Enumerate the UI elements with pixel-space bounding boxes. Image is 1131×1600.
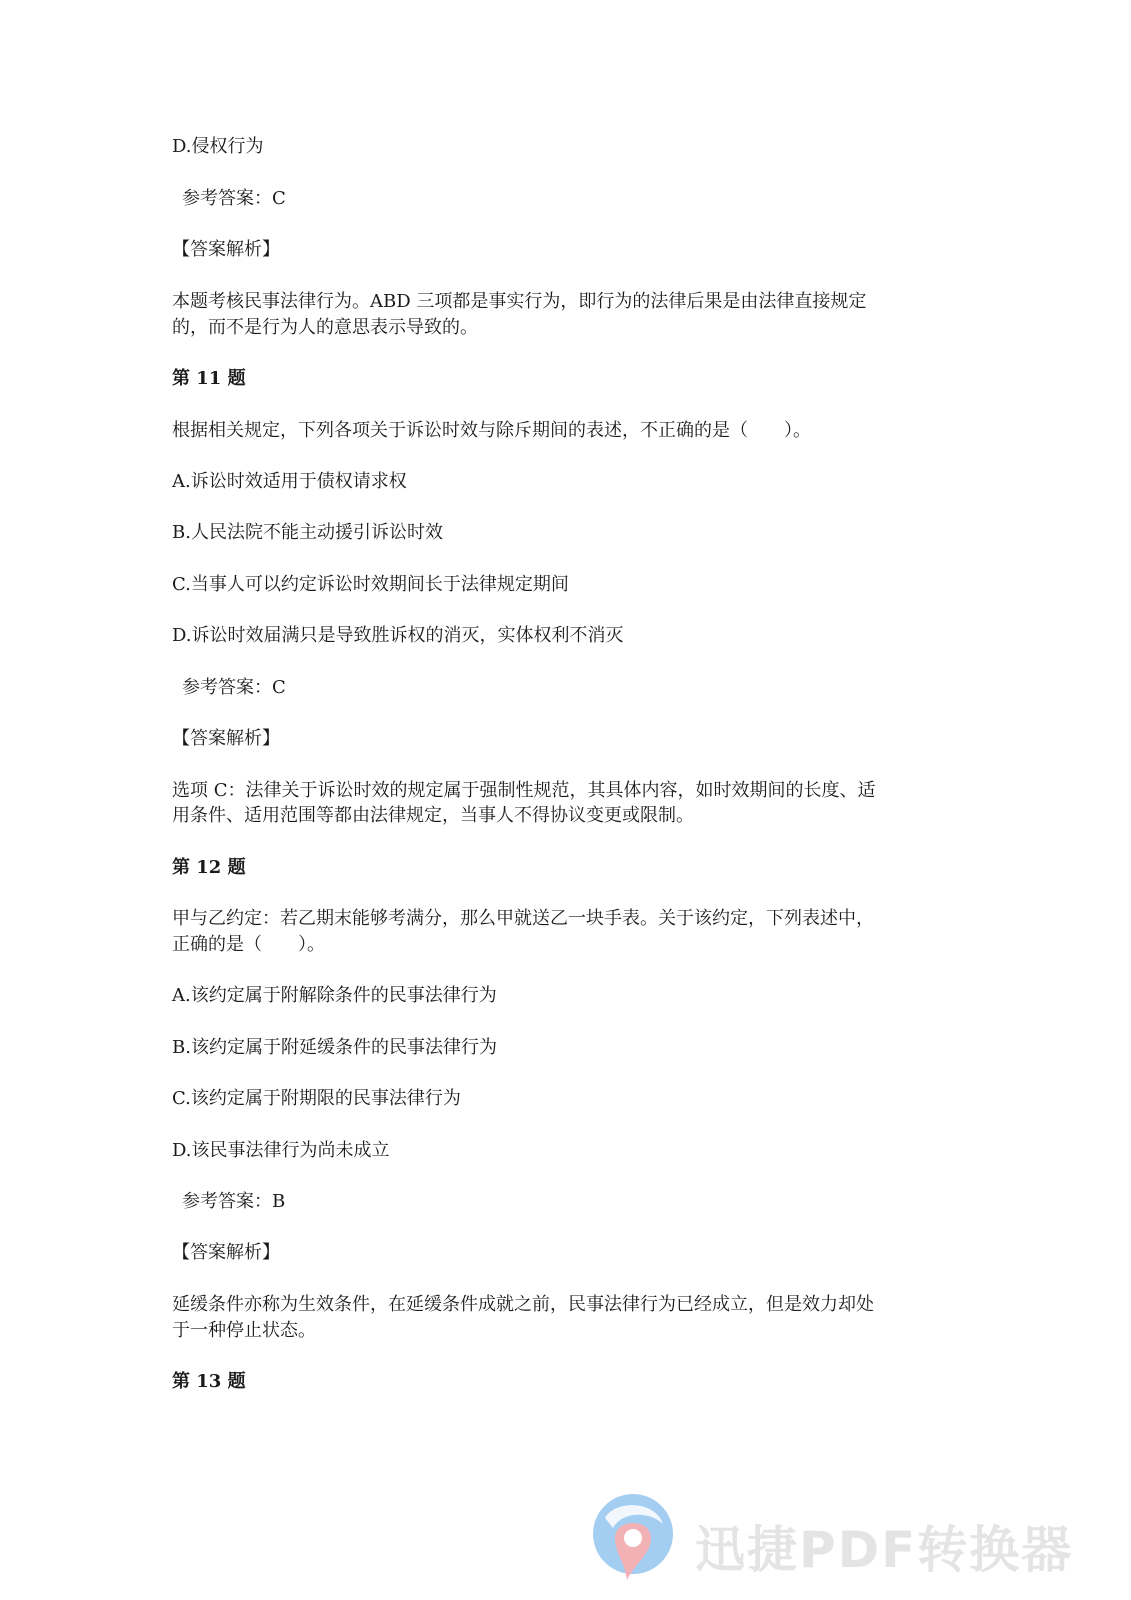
q10-option-d: D.侵权行为 [172, 136, 264, 157]
q10-analysis-label: 【答案解析】 [172, 239, 280, 260]
q13-heading: 第 13 题 [172, 1371, 246, 1392]
q12-option-b: B.该约定属于附延缓条件的民事法律行为 [172, 1037, 497, 1058]
q12-option-c: C.该约定属于附期限的民事法律行为 [172, 1088, 461, 1109]
pdf-converter-logo-icon [585, 1488, 681, 1584]
q11-analysis-line1: 选项 C：法律关于诉讼时效的规定属于强制性规范，其具体内容，如时效期间的长度、适 [172, 780, 876, 801]
q12-answer: 参考答案：B [182, 1191, 286, 1212]
q11-option-b: B.人民法院不能主动援引诉讼时效 [172, 522, 443, 543]
q12-analysis-line1: 延缓条件亦称为生效条件，在延缓条件成就之前，民事法律行为已经成立，但是效力却处 [172, 1294, 874, 1315]
watermark-text: 迅捷PDF转换器 [695, 1521, 1074, 1579]
q11-option-a: A.诉讼时效适用于债权请求权 [172, 471, 407, 492]
q12-question-line2: 正确的是（ ）。 [172, 934, 325, 955]
q11-analysis-line2: 用条件、适用范围等都由法律规定，当事人不得协议变更或限制。 [172, 805, 694, 826]
q10-analysis-line2: 的，而不是行为人的意思表示导致的。 [172, 317, 478, 338]
q11-answer: 参考答案：C [182, 677, 286, 698]
q12-option-a: A.该约定属于附解除条件的民事法律行为 [172, 985, 497, 1006]
q11-heading: 第 11 题 [172, 368, 246, 389]
watermark [585, 1488, 1105, 1588]
q12-heading: 第 12 题 [172, 857, 246, 878]
q11-analysis-label: 【答案解析】 [172, 728, 280, 749]
q11-option-d: D.诉讼时效届满只是导致胜诉权的消灭，实体权利不消灭 [172, 625, 624, 646]
q11-question: 根据相关规定，下列各项关于诉讼时效与除斥期间的表述，不正确的是（ ）。 [172, 420, 811, 441]
q12-question-line1: 甲与乙约定：若乙期末能够考满分，那么甲就送乙一块手表。关于该约定，下列表述中， [172, 908, 874, 929]
q12-analysis-line2: 于一种停止状态。 [172, 1320, 316, 1341]
q10-answer: 参考答案：C [182, 188, 286, 209]
q12-analysis-label: 【答案解析】 [172, 1242, 280, 1263]
q10-analysis-line1: 本题考核民事法律行为。ABD 三项都是事实行为，即行为的法律后果是由法律直接规定 [172, 291, 867, 312]
q12-option-d: D.该民事法律行为尚未成立 [172, 1140, 390, 1161]
q11-option-c: C.当事人可以约定诉讼时效期间长于法律规定期间 [172, 574, 569, 595]
